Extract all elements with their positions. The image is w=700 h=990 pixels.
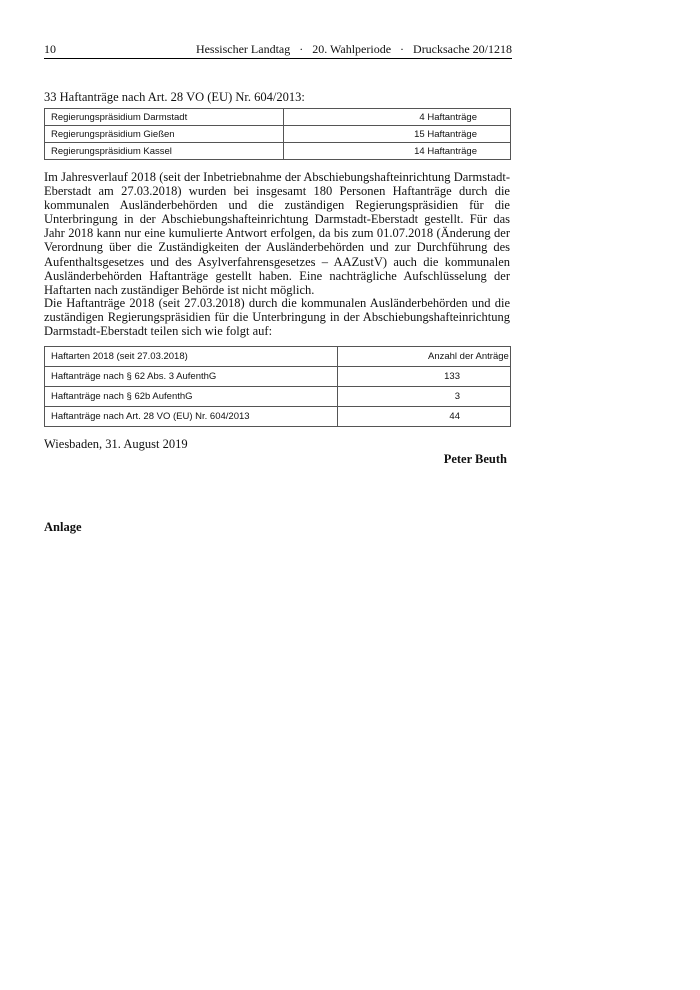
type-cell: Haftanträge nach Art. 28 VO (EU) Nr. 604/2013 — [45, 407, 338, 427]
count-cell: 3 — [338, 387, 511, 407]
authority-cell: Regierungspräsidium Kassel — [45, 143, 284, 160]
intro-line: 33 Haftanträge nach Art. 28 VO (EU) Nr. 604/2013: — [44, 90, 305, 104]
count-cell: 44 — [338, 407, 511, 427]
detention-type-table — [44, 346, 511, 427]
authority-cell: Regierungspräsidium Gießen — [45, 126, 284, 143]
authority-table — [44, 108, 511, 160]
table-row — [45, 109, 511, 126]
table-header-row — [45, 347, 511, 367]
place-date: Wiesbaden, 31. August 2019 — [44, 437, 188, 451]
count-cell: 14 Haftanträge — [284, 143, 511, 160]
authority-cell: Regierungspräsidium Darmstadt — [45, 109, 284, 126]
count-cell: 4 Haftanträge — [284, 109, 511, 126]
header-type-cell: Haftarten 2018 (seit 27.03.2018) — [45, 347, 338, 367]
type-cell: Haftanträge nach § 62 Abs. 3 AufenthG — [45, 367, 338, 387]
table-row — [45, 143, 511, 160]
table-row — [45, 126, 511, 143]
header-count-cell: Anzahl der Anträge — [338, 347, 511, 367]
page-header — [44, 42, 512, 59]
document-title: Hessischer Landtag · 20. Wahlperiode · Drucksache 20/1218 — [195, 42, 512, 56]
type-cell: Haftanträge nach § 62b AufenthG — [45, 387, 338, 407]
signature: Peter Beuth — [443, 452, 507, 466]
table-row — [45, 367, 511, 387]
table-row — [45, 387, 511, 407]
count-cell: 15 Haftanträge — [284, 126, 511, 143]
page-number: 10 — [44, 42, 56, 56]
paragraph-2: Die Haftanträge 2018 (seit 27.03.2018) durch die kommunalen Ausländerbehörden und die zuständigen Regierungspräsidien für die Unterbringung in der Abschiebungshafteinrichtung Darmstadt-Eberstadt teilen sich wie folgt auf: — [44, 296, 510, 339]
table-row — [45, 407, 511, 427]
paragraph-1: Im Jahresverlauf 2018 (seit der Inbetriebnahme der Abschiebungshafteinrichtung Darmstadt-Eberstadt am 27.03.2018) wurden bei insgesamt 180 Personen Haftanträge durch die kommunalen Ausländerbehörden und die zuständigen Regierungspräsidien für die Unterbringung in der Abschiebungshafteinrichtung Darmstadt-Eberstadt gestellt. Für das Jahr 2018 kann nur eine kumulierte Antwort erfolgen, da bis zum 01.07.2018 (Änderung der Verordnung über die Zuständigkeiten der Ausländerbehörden und zur Durchführung des Aufenthaltsgesetzes und des Asylverfahrensgesetzes – AAZustV) auch die kommunalen Ausländerbehörden Haftanträge gestellt haben. Eine nachträgliche Aufschlüsselung der Haftarten nach zuständiger Behörde ist nicht möglich. — [44, 170, 510, 297]
count-cell: 133 — [338, 367, 511, 387]
attachment-label: Anlage — [44, 520, 82, 534]
